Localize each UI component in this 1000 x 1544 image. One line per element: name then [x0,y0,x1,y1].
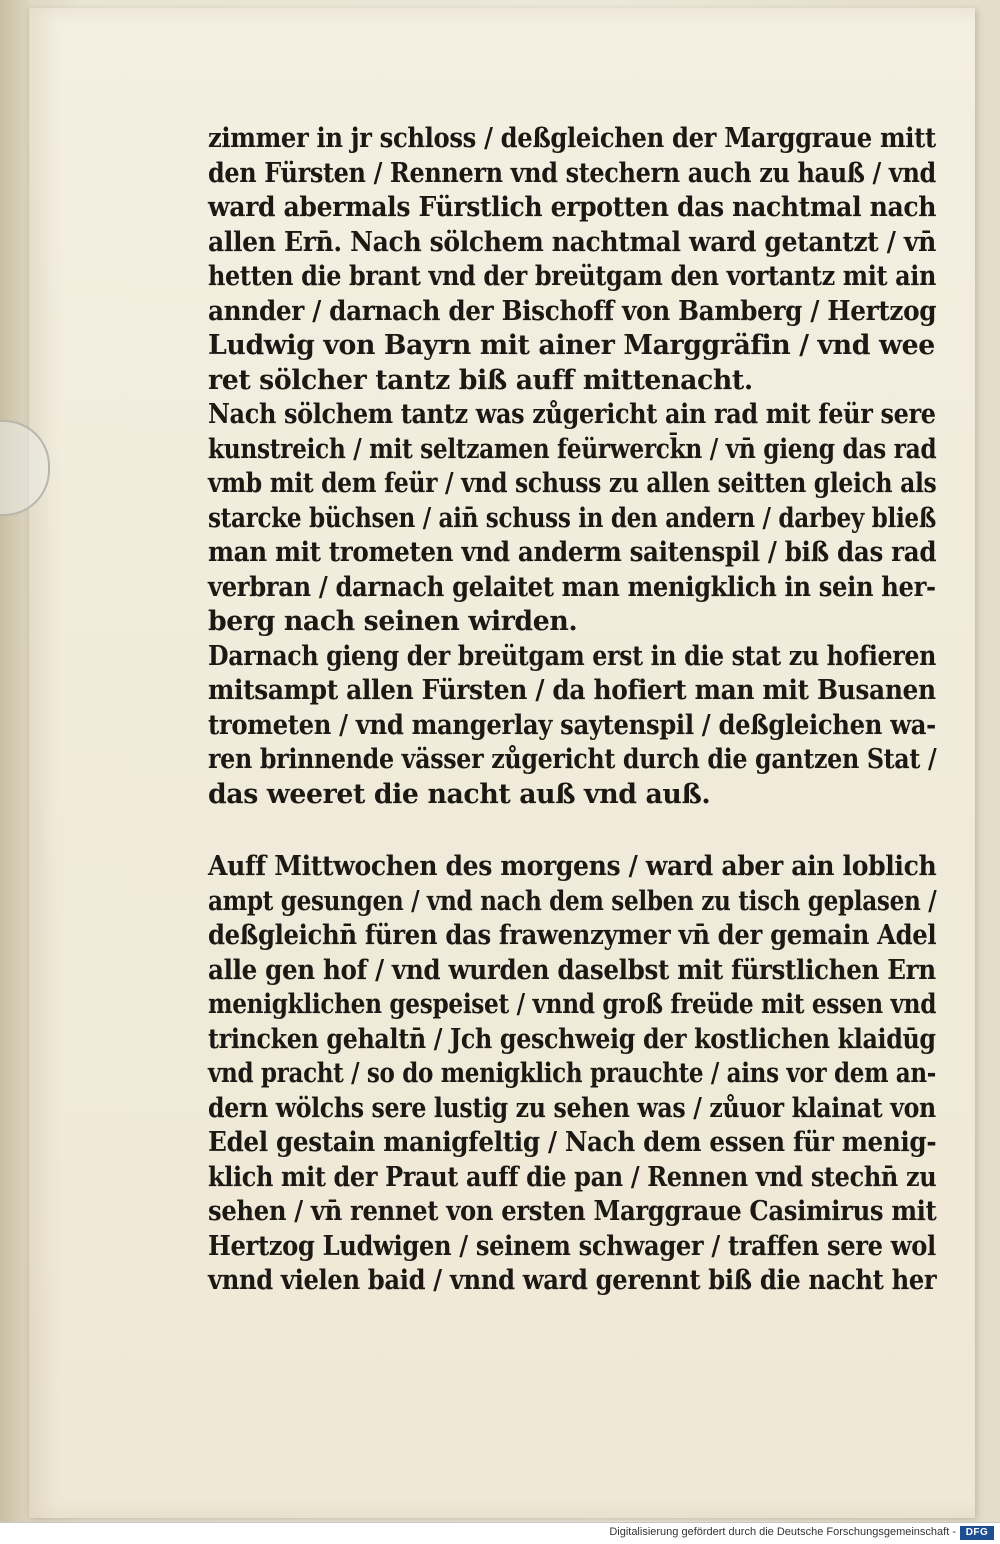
text-line: menigklichen gespeiset / vnnd groß freüde mit essen vnd [208,989,937,1020]
facing-page-edge [0,0,30,1522]
text-line: hetten die brant vnd der breütgam den vortantz mit ain [208,261,937,292]
footer-credit: Digitalisierung gefördert durch die Deutsche Forschungsgemeinschaft - [609,1526,956,1538]
text-line: trincken gehaltn̄ / Jch geschweig der kostlichen klaidūg [208,1023,936,1055]
text-line: zimmer in jr schloss / deßgleichen der Marggraue mitt [208,123,936,154]
text-line: sehen / vn̄ rennet von ersten Marggraue Casimirus mit [208,1196,937,1227]
text-line: man mit trometen vnd anderm saitenspil / biß das rad [208,537,937,568]
text-line: verbran / darnach gelaitet man menigklich in sein her- [208,571,936,603]
text-line: Hertzog Ludwigen / seinem schwager / traffen sere wol [208,1230,936,1262]
text-line: alle gen hof / vnd wurden daselbst mit fürstlichen Ern [208,954,936,986]
paragraph-gap [208,812,943,850]
text-line: Edel gestain manigfeltig / Nach dem essen für menig- [208,1127,937,1158]
footer-bar [0,1522,1000,1544]
text-line: vnnd vielen baid / vnnd ward gerennt biß die nacht her [208,1265,937,1296]
text-line: dern wölchs sere lustig zu sehen was / zůuor klainat von [208,1092,936,1124]
dfg-logo-icon: DFG [960,1526,994,1540]
text-line: mitsampt allen Fürsten / da hofiert man mit Busanen [208,675,936,706]
text-line: klich mit der Praut auff die pan / Rennen vnd stechn̄ zu [208,1161,937,1193]
text-line: Nach sölchem tantz was zůgericht ain rad mit feür sere [208,399,936,430]
page-text [208,122,943,1299]
text-line: vnd pracht / so do menigklich prauchte / ains vor dem an- [208,1058,937,1089]
text-line: Darnach gieng der breütgam erst in die stat zu hofieren [208,640,937,672]
text-line: ampt gesungen / vnd nach dem selben zu tisch geplasen / [208,885,937,917]
text-line: kunstreich / mit seltzamen feürwerck̄n / vn̄ gieng das rad [208,433,937,465]
text-line: Ludwig von Bayrn mit ainer Marggräfin / vnd wee [208,330,935,361]
text-line: trometen / vnd mangerlay saytenspil / deßgleichen wa- [208,709,936,741]
text-line: ward abermals Fürstlich erpotten das nachtmal nach [208,192,937,223]
text-line: das weeret die nacht auß vnd auß. [208,778,711,810]
text-line: deßgleichn̄ füren das frawenzymer vn̄ der gemain Adel [208,920,937,951]
text-line: berg nach seinen wirden. [208,606,578,637]
text-line: annder / darnach der Bischoff von Bamberg / Hertzog [208,295,937,327]
text-line: starcke büchsen / ain̄ schuss in den andern / darbey bließ [208,502,936,534]
text-line: ret sölcher tantz biß auff mittenacht. [208,364,753,396]
text-line: Auff Mittwochen des morgens / ward aber ain loblich [208,851,937,882]
text-line: vmb mit dem feür / vnd schuss zu allen seitten gleich als [208,468,937,499]
text-line: den Fürsten / Rennern vnd stechern auch zu hauß / vnd [208,157,936,189]
text-line: ren brinnende vässer zůgericht durch die gantzen Stat / [208,744,937,775]
text-line: allen Ern̄. Nach sölchem nachtmal ward getantzt / vn̄ [208,226,936,258]
